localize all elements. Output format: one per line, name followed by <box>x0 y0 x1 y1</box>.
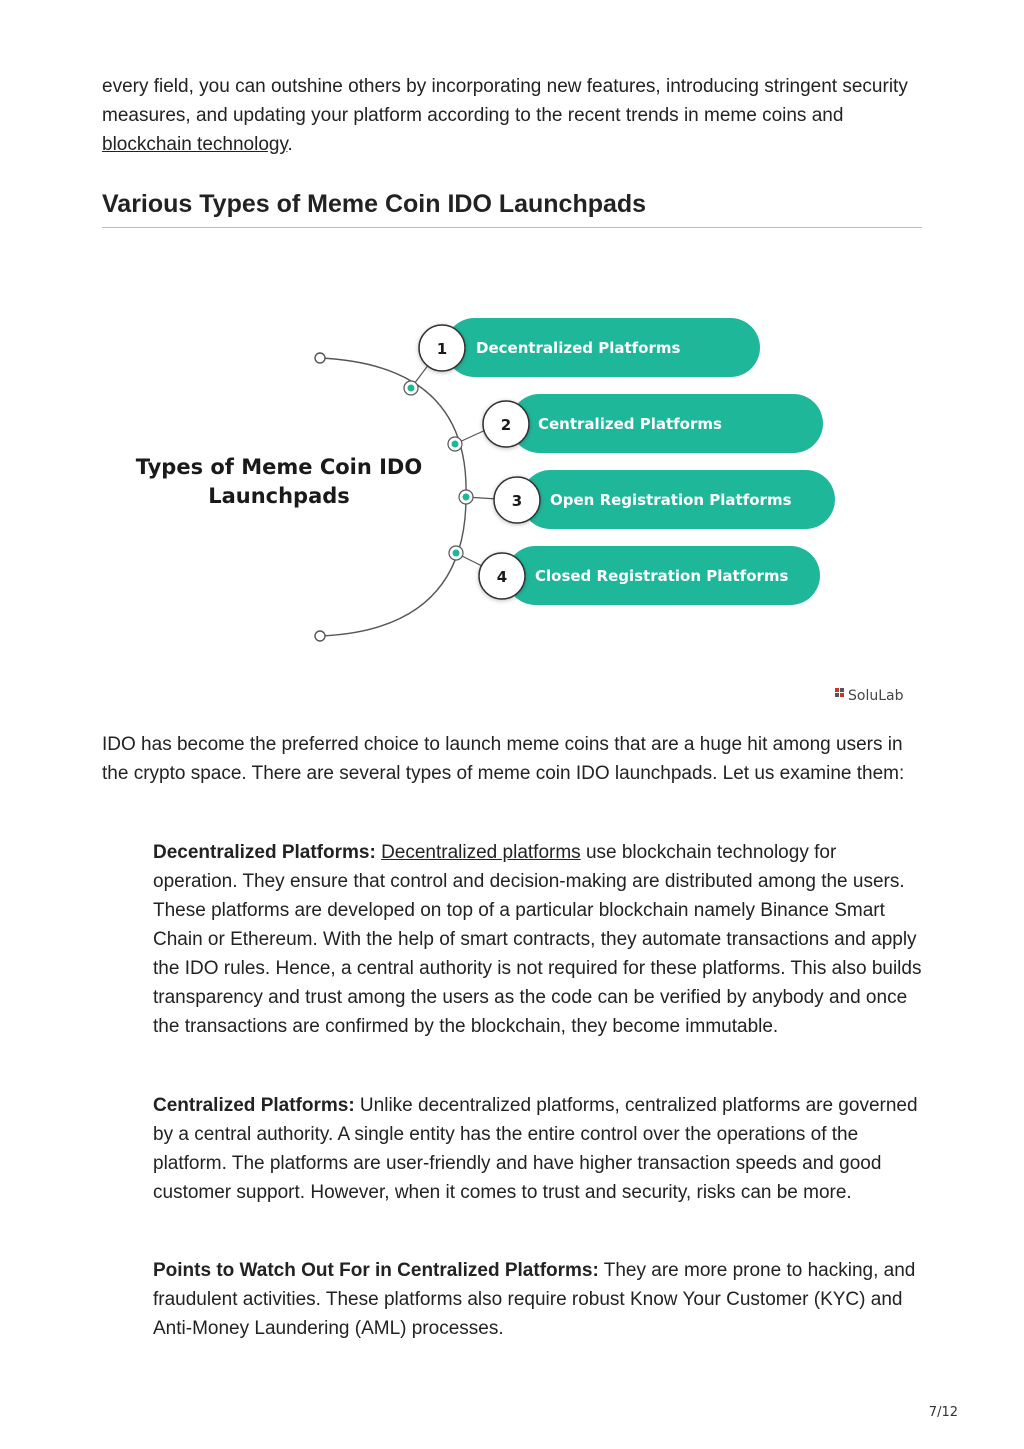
section-heading: Various Types of Meme Coin IDO Launchpads <box>102 190 647 218</box>
arc-node <box>404 381 418 395</box>
item-label: Centralized Platforms <box>538 415 722 433</box>
launchpad-types-diagram <box>0 250 1024 720</box>
centralized-title: Centralized Platforms: <box>153 1095 355 1116</box>
intro-text-end: . <box>287 134 293 155</box>
diagram-title-line1: Types of Meme Coin IDO <box>135 455 423 479</box>
launchpad-item-1 <box>419 318 760 377</box>
heading-divider <box>102 227 922 228</box>
arc-node <box>459 490 473 504</box>
item-label: Open Registration Platforms <box>550 491 792 509</box>
launchpad-item-2 <box>483 394 823 453</box>
arc-node <box>449 546 463 560</box>
centralized-section <box>153 1091 923 1207</box>
diagram-title-line2: Launchpads <box>208 484 350 508</box>
blockchain-technology-link[interactable]: blockchain technology <box>102 134 288 155</box>
decentralized-section <box>153 838 923 1041</box>
page-number: 7/12 <box>928 1405 958 1420</box>
intro-paragraph <box>102 72 922 159</box>
arc-end-bottom <box>315 631 325 641</box>
launchpad-item-3 <box>494 470 835 529</box>
item-label: Decentralized Platforms <box>476 339 681 357</box>
intro-text: every field, you can outshine others by incorporating new features, introducing stringent security measures, and updating your platform according to the recent trends in meme coins and <box>102 76 908 126</box>
decentralized-title: Decentralized Platforms: <box>153 842 376 863</box>
item-number: 1 <box>436 340 448 358</box>
item-label: Closed Registration Platforms <box>535 567 789 585</box>
centralized-text: Unlike decentralized platforms, centralized platforms are governed by a central authority. A single entity has the entire control over the operations of the platform. The platforms are user-friendly and have higher transaction speeds and good customer support. However, when it comes to trust and security, risks can be more. <box>153 1095 918 1203</box>
decentralized-platforms-link[interactable]: Decentralized platforms <box>381 842 581 863</box>
watch-out-section <box>153 1256 923 1343</box>
item-number: 2 <box>500 416 512 434</box>
item-number: 3 <box>511 492 523 510</box>
arc-end-top <box>315 353 325 363</box>
decentralized-text: use blockchain technology for operation. They ensure that control and decision-making are distributed among the users. These platforms are developed on top of a particular blockchain namely Binance Smart Chain or Ethereum. With the help of smart contracts, they automate transactions and apply the IDO rules. Hence, a central authority is not required for these platforms. This also builds transparency and trust among the users as the code can be verified by anybody and once the transactions are confirmed by the blockchain, they become immutable. <box>153 842 922 1037</box>
launchpad-item-4 <box>479 546 820 605</box>
brand-name: SoluLab <box>848 688 904 704</box>
body-intro-paragraph: IDO has become the preferred choice to launch meme coins that are a huge hit among users in the crypto space. There are several types of meme coin IDO launchpads. Let us examine them: <box>102 734 905 784</box>
arc-node <box>448 437 462 451</box>
watch-out-title: Points to Watch Out For in Centralized Platforms: <box>153 1260 599 1281</box>
item-number: 4 <box>496 568 508 586</box>
watch-out-text: They are more prone to hacking, and fraudulent activities. These platforms also require robust Know Your Customer (KYC) and Anti-Money Laundering (AML) processes. <box>153 1260 916 1339</box>
solulab-logo <box>835 688 904 704</box>
